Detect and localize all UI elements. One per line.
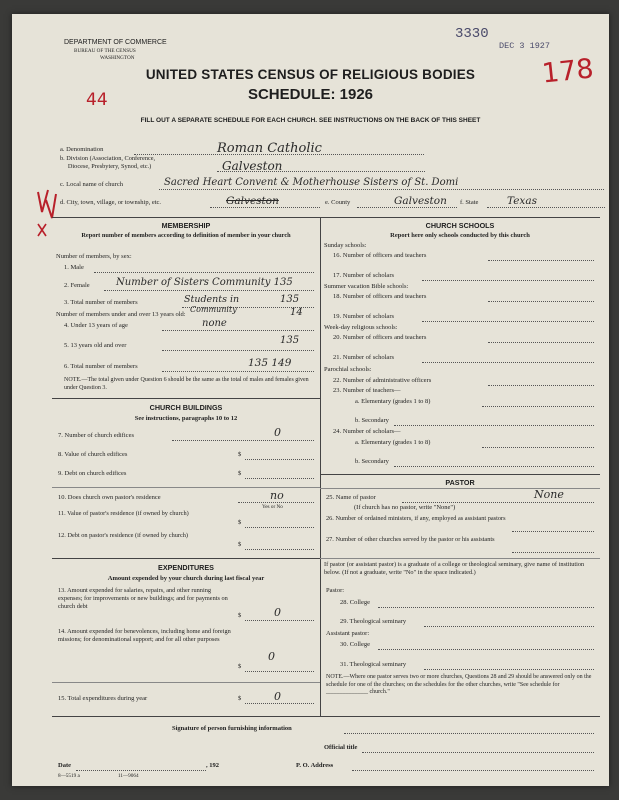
q21-label: 21. Number of scholars — [333, 354, 395, 361]
q13-running-expenses-label: 13. Amount expended for salaries, repairs, and other running expenses; for improvements or new buildings; and for payments on church debt — [58, 587, 228, 610]
official-title-label: Official title — [324, 744, 358, 751]
under-over-13-hand: Community — [190, 305, 237, 314]
under-over-13-label: Number of members under and over 13 years old: — [56, 311, 186, 318]
q30-label: 30. College — [340, 641, 370, 648]
bureau-label: BUREAU OF THE CENSUS — [74, 48, 136, 54]
pastor-title: PASTOR — [445, 478, 475, 487]
q13-running-expenses-value: 0 — [274, 606, 281, 619]
q3-total-hand: Students in — [184, 294, 240, 305]
sunday-schools-label: Sunday schools: — [324, 242, 367, 249]
q17-label: 17. Number of scholars — [333, 272, 395, 279]
q27-label: 27. Number of other churches served by the pastor or his assistants — [326, 536, 495, 543]
assistant-pastor-label: Assistant pastor: — [326, 630, 370, 637]
local-name-label: c. Local name of church — [60, 181, 123, 188]
date-label: Date — [58, 762, 71, 769]
section-divider-bottom — [52, 716, 600, 717]
q14-benevolences-label: 14. Amount expended for benevolences, including home and foreign missions; for denominational support; and for all other purposes — [58, 628, 231, 643]
instruction-line: FILL OUT A SEPARATE SCHEDULE FOR EACH CHURCH. SEE INSTRUCTIONS ON THE BACK OF THIS SHEET — [140, 117, 481, 124]
q9-debt-label: 9. Debt on church edifices — [58, 470, 127, 477]
division-label: b. Division (Association, Conference, Diocese, Presbytery, Synod, etc.) — [60, 155, 156, 170]
q7-edifices-value: 0 — [274, 426, 281, 439]
q12-residence-debt-label: 12. Debt on pastor's residence (if owned by church) — [58, 532, 189, 539]
q8-value-label: 8. Value of church edifices — [58, 451, 128, 458]
q23-label: 23. Number of teachers— — [333, 387, 401, 394]
q5-13-and-over-label: 5. 13 years old and over — [64, 342, 127, 349]
dollar-sign: $ — [238, 541, 242, 548]
county-value: Galveston — [394, 195, 447, 207]
q18-label: 18. Number of officers and teachers — [333, 293, 427, 300]
q15-total-expenditures-label: 15. Total expenditures during year — [58, 695, 148, 702]
under-over-13-number: 14 — [290, 307, 303, 318]
pastor-label: Pastor: — [326, 587, 345, 594]
members-by-sex-label: Number of members, by sex: — [56, 253, 132, 260]
expenditures-subtitle: Amount expended by your church during last fiscal year — [107, 575, 265, 582]
q25-note: (If church has no pastor, write "None") — [354, 504, 456, 511]
q24a-label: a. Elementary (grades 1 to 8) — [355, 439, 431, 446]
handwritten-number-right: 178 — [540, 53, 596, 90]
q26-label: 26. Number of ordained ministers, if any, employed as assistant pastors — [326, 515, 506, 522]
handwritten-number-left: 44 — [86, 90, 108, 110]
census-schedule-sheet — [12, 14, 609, 786]
q25-label: 25. Name of pastor — [326, 494, 376, 501]
q29-label: 29. Theological seminary — [340, 618, 407, 625]
q10-own-residence-label: 10. Does church own pastor's residence — [58, 494, 161, 501]
q4-under-13-value: none — [202, 318, 227, 329]
form-title: UNITED STATES CENSUS OF RELIGIOUS BODIES — [145, 67, 476, 82]
division-value: Galveston — [222, 159, 283, 173]
year-label: , 192 — [206, 762, 219, 769]
stamp-date: DEC 3 1927 — [499, 41, 551, 51]
q31-label: 31. Theological seminary — [340, 661, 407, 668]
q22-label: 22. Number of administrative officers — [333, 377, 432, 384]
q20-label: 20. Number of officers and teachers — [333, 334, 427, 341]
county-label: e. County — [325, 199, 351, 206]
denomination-label: a. Denomination — [60, 146, 104, 153]
schools-subtitle: Report here only schools conducted by this church — [390, 232, 530, 239]
q23b-label: b. Secondary — [355, 417, 389, 424]
schools-title: CHURCH SCHOOLS — [425, 221, 495, 230]
q23a-label: a. Elementary (grades 1 to 8) — [355, 398, 431, 405]
po-address-label: P. O. Address — [296, 762, 334, 769]
summer-schools-label: Summer vacation Bible schools: — [324, 283, 409, 290]
q1-male-label: 1. Male — [64, 264, 84, 271]
q6-total-label: 6. Total number of members — [64, 363, 138, 370]
expenditures-title: EXPENDITURES — [158, 563, 214, 572]
q7-edifices-label: 7. Number of church edifices — [58, 432, 134, 439]
yes-or-no-caption: Yes or No — [262, 504, 283, 510]
print-number: 11—9064 — [118, 773, 139, 779]
denomination-value: Roman Catholic — [217, 141, 322, 156]
membership-title: MEMBERSHIP — [161, 221, 211, 230]
buildings-subtitle: See instructions, paragraphs 10 to 12 — [134, 415, 238, 422]
q28-label: 28. College — [340, 599, 370, 606]
city-label: WASHINGTON — [100, 55, 135, 61]
pastor-note: NOTE.—Where one pastor serves two or more churches, Questions 28 and 29 should be answered only on the schedule for one of the churches; on the schedules for the other churches, write "See schedule for ______________ church." — [326, 674, 592, 695]
q4-under-13-label: 4. Under 13 years of age — [64, 322, 128, 329]
q6-total-value: 135 149 — [248, 357, 292, 369]
parochial-schools-label: Parochial schools: — [324, 366, 372, 373]
state-value: Texas — [507, 195, 537, 207]
local-name-value: Sacred Heart Convent & Motherhouse Sisters of St. Domi — [164, 177, 459, 188]
red-check-marks — [32, 182, 60, 240]
department-label: DEPARTMENT OF COMMERCE — [64, 39, 167, 46]
q10-own-residence-value: no — [270, 489, 284, 502]
q24b-label: b. Secondary — [355, 458, 389, 465]
dollar-sign: $ — [238, 663, 242, 670]
membership-subtitle: Report number of members according to definition of member in your church — [81, 232, 291, 239]
schedule-title: SCHEDULE: 1926 — [247, 86, 374, 103]
buildings-title: CHURCH BUILDINGS — [149, 403, 223, 412]
signature-label: Signature of person furnishing information — [172, 725, 292, 732]
q14-benevolences-value: 0 — [268, 650, 275, 663]
q2-female-label: 2. Female — [64, 282, 90, 289]
stamp-number: 3330 — [455, 26, 489, 42]
weekday-schools-label: Week-day religious schools: — [324, 324, 398, 331]
q15-total-expenditures-value: 0 — [274, 690, 281, 703]
q25-value: None — [534, 488, 564, 501]
dollar-sign: $ — [238, 470, 242, 477]
dollar-sign: $ — [238, 612, 242, 619]
city-town-value: Galveston — [226, 195, 279, 207]
membership-note: NOTE.—The total given under Question 6 should be the same as the total of males and females given under Question 3. — [64, 377, 309, 391]
dollar-sign: $ — [238, 451, 242, 458]
q2-female-value: Number of Sisters Community 135 — [116, 277, 293, 288]
section-divider-top — [52, 217, 600, 218]
q3-total-label: 3. Total number of members — [64, 299, 138, 306]
q3-total-value: 135 — [280, 294, 300, 305]
dollar-sign: $ — [238, 519, 242, 526]
city-town-label: d. City, town, village, or township, etc. — [60, 199, 162, 206]
graduate-note: If pastor (or assistant pastor) is a graduate of a college or theological seminary, give name of institution below. (If not a graduate, write "No" in the space indicated.) — [324, 561, 585, 576]
column-divider — [320, 217, 321, 716]
q5-13-and-over-value: 135 — [280, 335, 300, 346]
q11-residence-value-label: 11. Value of pastor's residence (if owned by church) — [58, 510, 189, 517]
state-label: f. State — [460, 199, 479, 206]
dollar-sign: $ — [238, 695, 242, 702]
form-number: 8—5519 a — [58, 773, 80, 779]
q19-label: 19. Number of scholars — [333, 313, 395, 320]
q16-label: 16. Number of officers and teachers — [333, 252, 427, 259]
q24-label: 24. Number of scholars— — [333, 428, 401, 435]
